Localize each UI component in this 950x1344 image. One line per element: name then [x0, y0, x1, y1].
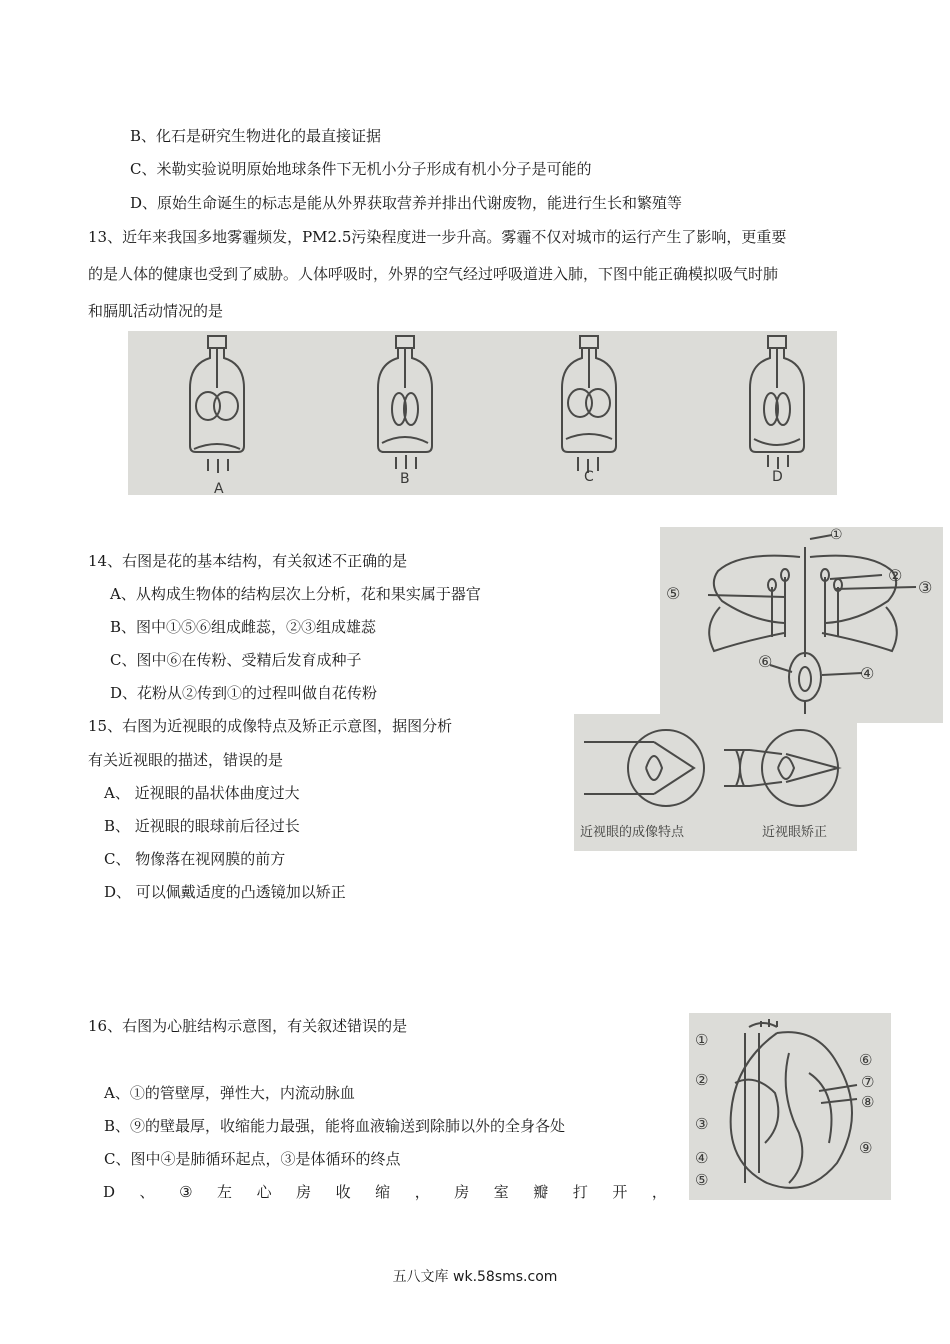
heart-label-2: ②	[695, 1071, 709, 1089]
q13-stem-line-1: 13、近年来我国多地雾霾频发，PM2.5污染程度进一步升高。雾霾不仅对城市的运行产生了影响，更重要	[88, 228, 787, 246]
flower-structure-figure	[660, 527, 943, 723]
q16-d-char: 左	[217, 1183, 233, 1201]
label-c: C	[584, 469, 594, 485]
q13-stem-line-3: 和膈肌活动情况的是	[88, 302, 224, 320]
q13-stem-line-2: 的是人体的健康也受到了威胁。人体呼吸时，外界的空气经过呼吸道进入肺，下图中能正确模拟吸气时肺	[88, 265, 779, 283]
q16-d-char: ③	[179, 1183, 193, 1201]
correction-caption: 近视眼矫正	[762, 825, 828, 840]
flower-label-3: ③	[918, 578, 933, 597]
footer-watermark: 五八文库 wk.58sms.com	[392, 1269, 558, 1285]
q16-stem: 16、右图为心脏结构示意图，有关叙述错误的是	[88, 1017, 408, 1035]
heart-structure-figure	[689, 1013, 891, 1200]
q16-d-char: ，	[651, 1183, 667, 1201]
q12-option-b: B、化石是研究生物进化的最直接证据	[130, 127, 382, 145]
heart-label-1: ①	[695, 1031, 709, 1049]
label-d: D	[772, 469, 783, 485]
q16-d-char: 室	[493, 1183, 509, 1201]
flower-label-1: ①	[830, 527, 843, 543]
heart-label-3: ③	[695, 1115, 709, 1133]
heart-label-9: ⑨	[859, 1139, 873, 1157]
heart-label-7: ⑦	[861, 1073, 875, 1091]
q14-option-c: C、图中⑥在传粉、受精后发育成种子	[110, 651, 362, 669]
q15-stem-line-1: 15、右图为近视眼的成像特点及矫正示意图，据图分析	[88, 717, 453, 735]
q16-option-a: A、①的管壁厚，弹性大，内流动脉血	[104, 1084, 355, 1102]
label-a: A	[214, 481, 224, 495]
q16-option-b: B、⑨的壁最厚，收缩能力最强，能将血液输送到除肺以外的全身各处	[104, 1117, 566, 1135]
heart-label-5: ⑤	[695, 1171, 709, 1189]
q16-d-char: 打	[572, 1183, 588, 1201]
q14-option-b: B、图中①⑤⑥组成雌蕊，②③组成雄蕊	[110, 618, 377, 636]
q16-d-char: 缩	[375, 1183, 391, 1201]
q15-option-a: A、 近视眼的晶状体曲度过大	[104, 784, 300, 802]
heart-label-8: ⑧	[861, 1093, 875, 1111]
q16-d-char: 、	[139, 1183, 155, 1201]
q16-option-c: C、图中④是肺循环起点，③是体循环的终点	[104, 1150, 401, 1168]
q16-d-char: ，	[414, 1183, 430, 1201]
q15-option-d: D、 可以佩戴适度的凸透镜加以矫正	[104, 883, 346, 901]
label-b: B	[400, 471, 410, 487]
q15-option-b: B、 近视眼的眼球前后径过长	[104, 817, 300, 835]
bell-jar-model-a	[190, 336, 244, 495]
flower-label-5: ⑤	[666, 584, 681, 603]
breathing-model-figure	[128, 331, 837, 495]
q14-option-a: A、从构成生物体的结构层次上分析，花和果实属于器官	[110, 585, 481, 603]
q14-option-d: D、花粉从②传到①的过程叫做自花传粉	[110, 684, 378, 702]
q16-d-char: 心	[256, 1183, 272, 1201]
bell-jar-model-c	[562, 336, 616, 485]
heart-label-4: ④	[695, 1149, 709, 1167]
q16-d-char: 瓣	[533, 1183, 549, 1201]
q16-d-char: 收	[335, 1183, 351, 1201]
q15-stem-line-2: 有关近视眼的描述，错误的是	[88, 751, 284, 769]
q16-d-char: D	[103, 1183, 116, 1201]
q16-d-char: 房	[454, 1183, 470, 1201]
heart-label-6: ⑥	[859, 1051, 873, 1069]
q16-d-char: 开	[612, 1183, 628, 1201]
q16-d-char: 房	[296, 1183, 312, 1201]
myopia-caption: 近视眼的成像特点	[580, 825, 685, 840]
q12-option-c: C、米勒实验说明原始地球条件下无机小分子形成有机小分子是可能的	[130, 160, 592, 178]
q14-stem: 14、右图是花的基本结构，有关叙述不正确的是	[88, 552, 408, 570]
flower-label-6: ⑥	[758, 652, 773, 671]
q15-option-c: C、 物像落在视网膜的前方	[104, 850, 286, 868]
flower-label-4: ④	[860, 664, 875, 683]
bell-jar-model-b	[378, 336, 432, 487]
flower-label-2: ②	[888, 566, 903, 585]
bell-jar-model-d	[750, 336, 804, 485]
myopia-figure	[574, 714, 857, 851]
q12-option-d: D、原始生命诞生的标志是能从外界获取营养并排出代谢废物，能进行生长和繁殖等	[130, 194, 683, 212]
